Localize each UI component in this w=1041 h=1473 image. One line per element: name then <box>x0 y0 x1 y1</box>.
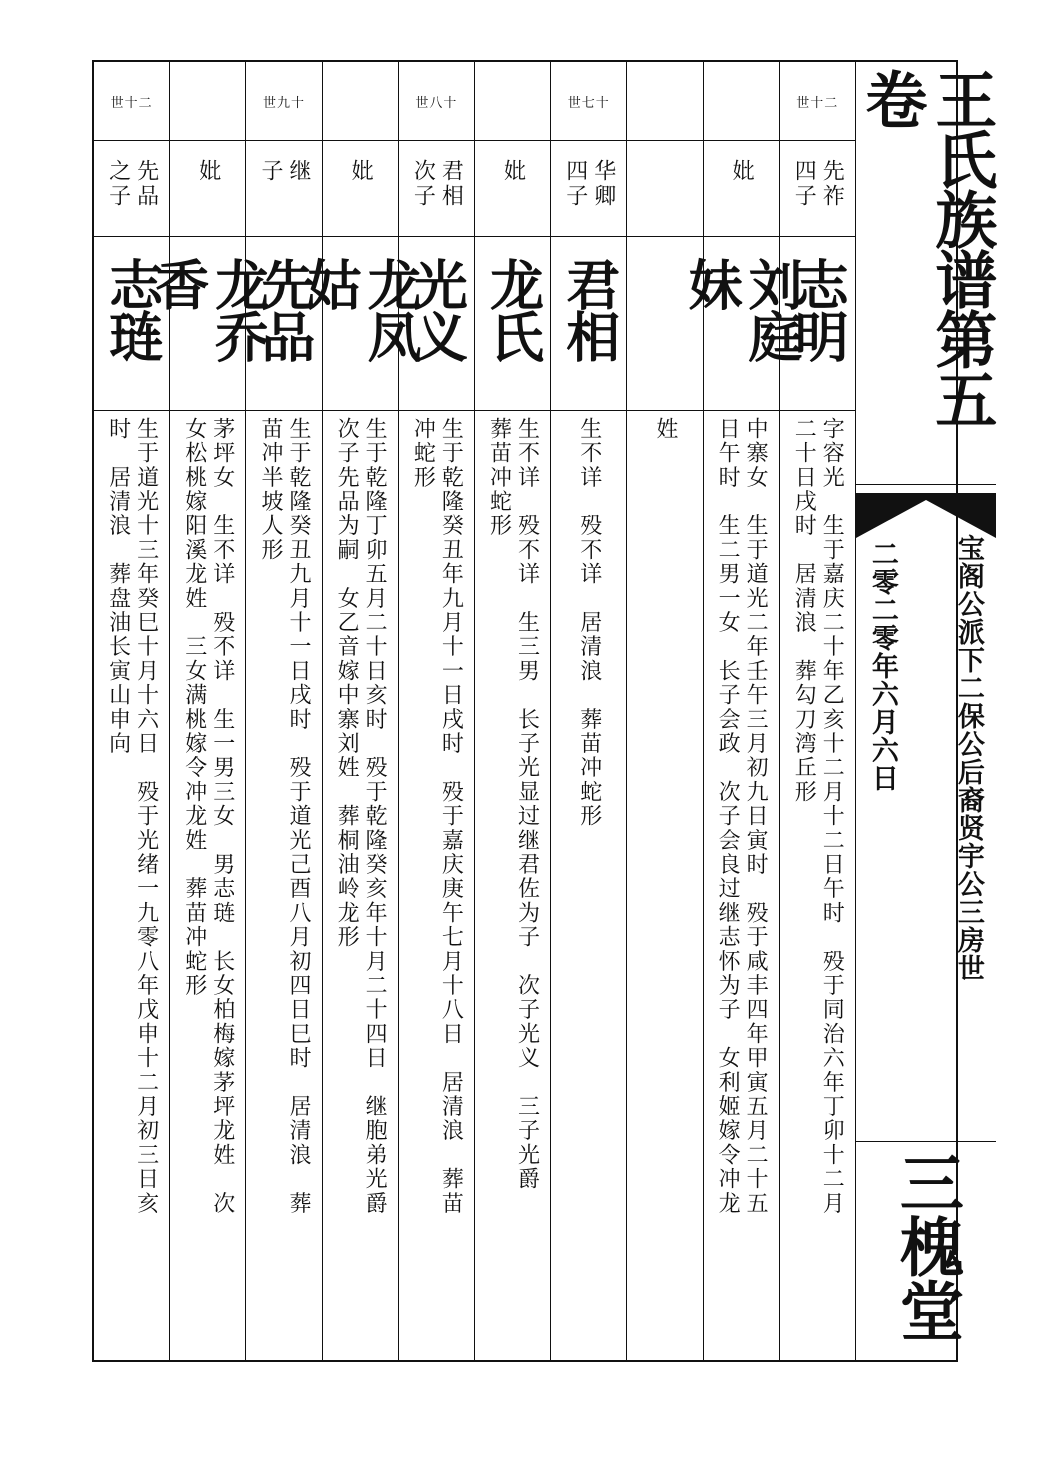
relation-label: 华卿 四子 <box>562 159 616 209</box>
generation-label-cell <box>475 62 550 141</box>
person-name-cell <box>146 237 270 411</box>
biography-text-cell <box>170 411 245 1360</box>
genealogy-column <box>146 62 270 1360</box>
biography-text: 字容光 生于嘉庆二十年乙亥十二月十二日午时 殁于同治六年丁卯十二月 二十日戌时 居清浪 葬勾刀湾丘形 <box>791 417 845 1216</box>
generation-label: 世十二 <box>110 95 153 111</box>
generation-label-cell <box>399 62 474 141</box>
biography-text: 生于乾隆癸丑年九月十一日戌时 殁于嘉庆庚午七月十八日 居清浪 葬苗 冲蛇形 <box>410 417 464 1216</box>
genealogy-column <box>399 62 475 1360</box>
biography-text-cell <box>780 411 855 1360</box>
person-name: 志琏 <box>100 257 164 361</box>
person-name: 君相 <box>557 257 621 361</box>
person-name: 刘庭妹 <box>680 257 804 361</box>
generation-label-cell <box>551 62 626 141</box>
title-box <box>856 62 996 484</box>
relation-label-cell <box>94 141 169 237</box>
relation-label-cell <box>246 141 321 237</box>
biography-text-cell <box>399 411 474 1360</box>
generation-label-cell <box>780 62 855 141</box>
branch-line: 宝阁公派下二保公后裔贤宇公三房世 <box>952 534 984 982</box>
biography-text: 姓 <box>652 417 678 442</box>
person-name: 光义 <box>405 257 469 361</box>
person-name-cell <box>680 237 804 411</box>
title-panel <box>856 62 996 1360</box>
genealogy-column <box>551 62 627 1360</box>
hall-name-box <box>856 1142 996 1360</box>
person-name-cell <box>399 237 474 411</box>
relation-label: 先品 之子 <box>105 159 159 209</box>
relation-label-cell <box>170 141 245 237</box>
relation-label-cell <box>399 141 474 237</box>
genealogy-column <box>299 62 423 1360</box>
person-name: 先品 <box>252 257 316 361</box>
generation-label: 世八十 <box>415 95 458 111</box>
date-line: 二零二零年六月六日 <box>866 540 898 792</box>
relation-label: 妣 <box>500 159 526 184</box>
biography-text-cell <box>246 411 321 1360</box>
genealogy-page-frame <box>92 60 998 1362</box>
page-title: 王氏族谱第五卷 <box>854 68 998 428</box>
person-name-cell <box>780 237 855 411</box>
person-name-cell <box>299 237 423 411</box>
biography-text: 生不详 殁不详 生三男 长子光显过继君佐为子 次子光义 三子光爵 葬苗冲蛇形 <box>486 417 540 1192</box>
relation-label: 继 子 <box>257 159 311 184</box>
relation-label: 君相 次子 <box>410 159 464 209</box>
generation-label-cell <box>170 62 245 141</box>
generation-label: 世十二 <box>796 95 839 111</box>
genealogy-column <box>780 62 856 1360</box>
biography-text-cell <box>94 411 169 1360</box>
genealogy-column <box>475 62 551 1360</box>
generation-label-cell <box>704 62 779 141</box>
generation-label-cell <box>627 62 702 141</box>
biography-text: 茅坪女 生不详 殁不详 生一男三女 男志琏 长女柏梅嫁茅坪龙姓 次 女松桃嫁阳溪龙姓 三女满桃嫁令冲龙姓 葬苗冲蛇形 <box>181 417 235 1216</box>
relation-label-cell <box>323 141 398 237</box>
person-name: 龙乔香 <box>146 257 270 361</box>
relation-label-cell <box>627 141 702 237</box>
person-name-cell <box>475 237 550 411</box>
biography-text-cell <box>627 411 702 1360</box>
relation-label-cell <box>475 141 550 237</box>
relation-label: 妣 <box>348 159 374 184</box>
biography-text-cell <box>551 411 626 1360</box>
biography-text-cell <box>704 411 779 1360</box>
person-name: 龙凤姑 <box>299 257 423 361</box>
biography-text: 中寨女 生于道光二年壬午三月初九日寅时 殁于咸丰四年甲寅五月二十五 日午时 生二男一女 长子会政 次子会良过继志怀为子 女利姬嫁令冲龙 <box>715 417 769 1216</box>
subtitle-box <box>856 494 996 1142</box>
generation-label-cell <box>94 62 169 141</box>
relation-label: 妣 <box>195 159 221 184</box>
biography-text-cell <box>323 411 398 1360</box>
generation-label-cell <box>246 62 321 141</box>
relation-label-cell <box>704 141 779 237</box>
relation-label-cell <box>780 141 855 237</box>
person-name: 志明 <box>786 257 850 361</box>
biography-text: 生不详 殁不详 居清浪 葬苗冲蛇形 <box>576 417 602 829</box>
genealogy-columns <box>94 62 856 1360</box>
relation-label: 妣 <box>729 159 755 184</box>
hall-name: 三槐堂 <box>888 1150 963 1342</box>
biography-text: 生于乾隆癸丑九月十一日戌时 殁于道光己酉八月初四日巳时 居清浪 葬 苗冲半坡人形 <box>257 417 311 1216</box>
generation-label: 世七十 <box>567 95 610 111</box>
genealogy-column <box>680 62 804 1360</box>
biography-text-cell <box>475 411 550 1360</box>
relation-label-cell <box>551 141 626 237</box>
title-divider <box>856 484 996 494</box>
generation-label: 世九十 <box>262 95 305 111</box>
biography-text: 生于道光十三年癸巳十月十六日 殁于光绪一九零八年戊申十二月初三日亥 时 居清浪 葬盘油长寅山申向 <box>105 417 159 1216</box>
biography-text: 生于乾隆丁卯五月二十日亥时 殁于乾隆癸亥年十月二十四日 继胞弟光爵 次子先品为嗣 女乙音嫁中寨刘姓 葬桐油岭龙形 <box>334 417 388 1216</box>
generation-label-cell <box>323 62 398 141</box>
relation-label: 先祚 四子 <box>791 159 845 209</box>
person-name-cell <box>551 237 626 411</box>
person-name: 龙氏 <box>481 257 545 361</box>
